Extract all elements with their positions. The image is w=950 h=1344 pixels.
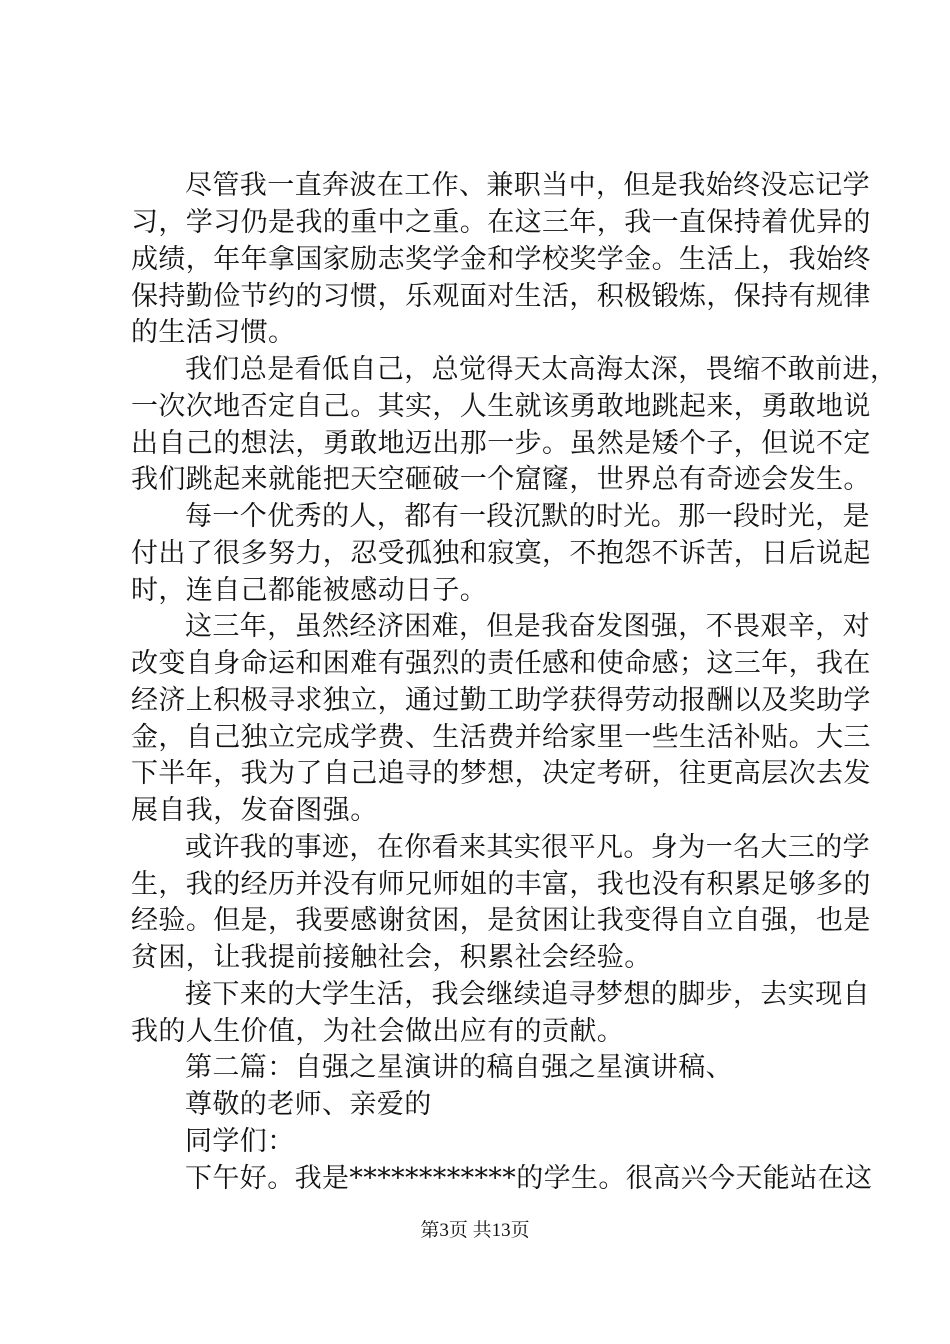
text-line: 经验。但是，我要感谢贫困，是贫困让我变得自立自强，也是 <box>131 905 871 936</box>
text-line: 习，学习仍是我的重中之重。在这三年，我一直保持着优异的 <box>131 207 871 238</box>
text-line: 我的人生价值，为社会做出应有的贡献。 <box>131 1016 625 1047</box>
text-line: 这三年，虽然经济困难，但是我奋发图强，不畏艰辛，对 <box>185 611 870 642</box>
text-line: 尊敬的老师、亲爱的 <box>185 1089 432 1120</box>
text-line: 生，我的经历并没有师兄师姐的丰富，我也没有积累足够多的 <box>131 869 871 900</box>
text-line: 下半年，我为了自己追寻的梦想，决定考研，往更高层次去发 <box>131 758 871 789</box>
text-line: 每一个优秀的人，都有一段沉默的时光。那一段时光，是 <box>185 501 870 532</box>
text-line: 我们跳起来就能把天空砸破一个窟窿，世界总有奇迹会发生。 <box>131 464 871 495</box>
text-line: 时，连自己都能被感动日子。 <box>131 575 488 606</box>
text-line: 的生活习惯。 <box>131 317 296 348</box>
text-line: 改变自身命运和困难有强烈的责任感和使命感；这三年，我在 <box>131 648 871 679</box>
text-line: 展自我，发奋图强。 <box>131 795 378 826</box>
text-line: 我们总是看低自己，总觉得天太高海太深，畏缩不敢前进， <box>185 354 898 385</box>
section-heading: 第二篇：自强之星演讲的稿自强之星演讲稿、 <box>185 1052 733 1083</box>
text-line: 一次次地否定自己。其实，人生就该勇敢地跳起来，勇敢地说 <box>131 391 871 422</box>
text-line: 付出了很多努力，忍受孤独和寂寞，不抱怨不诉苦，日后说起 <box>131 538 871 569</box>
text-line: 下午好。我是************的学生。很高兴今天能站在这 <box>185 1163 873 1194</box>
text-line: 贫困，让我提前接触社会，积累社会经验。 <box>131 942 652 973</box>
text-line: 经济上积极寻求独立，通过勤工助学获得劳动报酬以及奖助学 <box>131 685 871 716</box>
text-line: 保持勤俭节约的习惯，乐观面对生活，积极锻炼，保持有规律 <box>131 281 871 312</box>
text-line: 接下来的大学生活，我会继续追寻梦想的脚步，去实现自 <box>185 979 870 1010</box>
text-line: 金，自己独立完成学费、生活费并给家里一些生活补贴。大三 <box>131 722 871 753</box>
page-footer: 第3页 共13页 <box>420 1220 530 1241</box>
text-line: 或许我的事迹，在你看来其实很平凡。身为一名大三的学 <box>185 832 870 863</box>
text-line: 尽管我一直奔波在工作、兼职当中，但是我始终没忘记学 <box>185 170 870 201</box>
text-line: 同学们： <box>185 1126 295 1157</box>
text-line: 成绩，年年拿国家励志奖学金和学校奖学金。生活上，我始终 <box>131 244 871 275</box>
text-line: 出自己的想法，勇敢地迈出那一步。虽然是矮个子，但说不定 <box>131 428 871 459</box>
